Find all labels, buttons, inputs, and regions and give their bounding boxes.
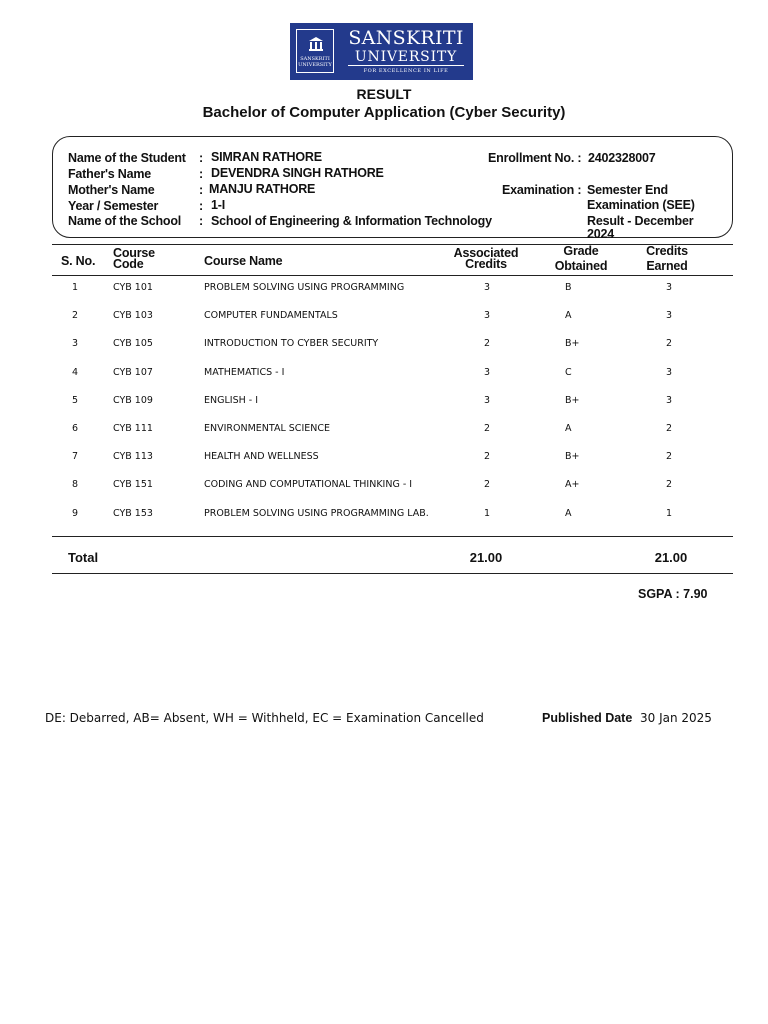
row-course-code: CYB 103: [113, 310, 153, 322]
table-row: [0, 309, 768, 325]
row-course-name: COMPUTER FUNDAMENTALS: [204, 310, 338, 322]
student-name-value: SIMRAN RATHORE: [211, 150, 322, 164]
row-course-name: ENVIRONMENTAL SCIENCE: [204, 423, 330, 434]
student-name-label: Name of the Student: [68, 151, 186, 165]
row-course-code: CYB 151: [113, 479, 153, 491]
enrollment-value: 2402328007: [588, 151, 656, 165]
table-row: [0, 281, 768, 297]
row-assoc-credits: 1: [483, 507, 491, 519]
row-sno: 5: [71, 394, 79, 406]
logo-divider: [348, 65, 464, 66]
result-session-line1: Result - December: [587, 214, 694, 228]
row-course-name: CODING AND COMPUTATIONAL THINKING - I: [204, 479, 413, 491]
result-session-line2: 2024: [587, 227, 615, 241]
row-grade: A: [565, 507, 572, 519]
col-header-assoc-1: Associated: [453, 246, 519, 260]
published-date-value: 30 Jan 2025: [640, 711, 712, 725]
row-credits-earned: 3: [665, 394, 673, 406]
col-header-earned-2: Earned: [646, 259, 688, 273]
colon: :: [199, 167, 203, 181]
row-grade: A+: [565, 479, 580, 491]
year-semester-value: 1-I: [211, 198, 225, 212]
examination-value-line2: Examination (SEE): [587, 198, 695, 212]
row-sno: 1: [71, 282, 79, 293]
total-credits: 21.00: [469, 550, 503, 565]
row-assoc-credits: 2: [483, 479, 491, 491]
father-name-value: DEVENDRA SINGH RATHORE: [211, 166, 384, 180]
row-course-code: CYB 111: [113, 423, 153, 434]
total-label: Total: [68, 550, 99, 565]
row-credits-earned: 1: [665, 507, 673, 519]
mother-name-value: MANJU RATHORE: [209, 182, 316, 196]
row-course-name: PROBLEM SOLVING USING PROGRAMMING LAB.: [204, 507, 429, 519]
table-row: [0, 450, 768, 466]
col-header-code-1: Course: [113, 246, 155, 260]
school-name-label: Name of the School: [68, 214, 182, 228]
table-header-rule: [52, 275, 733, 276]
row-assoc-credits: 2: [483, 451, 491, 463]
row-sno: 7: [71, 451, 79, 463]
published-date-label: Published Date: [542, 711, 633, 725]
row-grade: A: [565, 423, 572, 434]
row-grade: B+: [565, 338, 580, 350]
row-grade: C: [565, 366, 572, 378]
total-earned: 21.00: [654, 550, 688, 565]
table-row: [0, 366, 768, 382]
row-course-code: CYB 105: [113, 338, 153, 350]
col-header-sno: S. No.: [61, 254, 96, 268]
row-course-code: CYB 113: [113, 451, 153, 463]
total-top-rule: [52, 536, 733, 537]
colon: :: [199, 151, 203, 165]
row-grade: B+: [565, 451, 580, 463]
row-sno: 8: [71, 479, 79, 491]
col-header-code-2: Code: [113, 257, 144, 271]
colon: :: [199, 214, 203, 228]
row-credits-earned: 2: [665, 451, 673, 463]
row-credits-earned: 2: [665, 338, 673, 350]
col-header-grade-2: Obtained: [554, 259, 608, 273]
logo-name: SANSKRITI: [348, 27, 464, 49]
table-row: [0, 394, 768, 410]
examination-label: Examination :: [502, 183, 582, 197]
row-course-code: CYB 107: [113, 366, 153, 378]
university-emblem: [296, 29, 334, 73]
table-row: [0, 422, 768, 438]
logo-tagline: FOR EXCELLENCE IN LIFE: [363, 68, 449, 74]
logo-university: UNIVERSITY: [354, 49, 458, 65]
university-logo: [290, 23, 473, 80]
row-course-code: CYB 101: [113, 282, 153, 293]
row-credits-earned: 3: [665, 366, 673, 378]
school-name-value: School of Engineering & Information Technology: [211, 214, 492, 228]
row-grade: A: [565, 310, 572, 322]
row-assoc-credits: 2: [483, 338, 491, 350]
year-semester-label: Year / Semester: [68, 199, 159, 213]
row-course-name: INTRODUCTION TO CYBER SECURITY: [204, 338, 379, 350]
enrollment-label: Enrollment No. :: [488, 151, 582, 165]
row-credits-earned: 2: [665, 423, 673, 434]
row-course-name: HEALTH AND WELLNESS: [204, 451, 319, 463]
row-course-name: MATHEMATICS - I: [204, 366, 285, 378]
table-row: [0, 507, 768, 523]
row-sno: 3: [71, 338, 79, 350]
row-sno: 9: [71, 507, 79, 519]
row-course-name: PROBLEM SOLVING USING PROGRAMMING: [204, 282, 405, 293]
row-course-name: ENGLISH - I: [204, 394, 259, 406]
row-course-code: CYB 153: [113, 507, 153, 519]
row-credits-earned: 3: [665, 282, 673, 293]
row-assoc-credits: 3: [483, 366, 491, 378]
row-assoc-credits: 3: [483, 282, 491, 293]
building-icon: [308, 36, 324, 52]
col-header-assoc-2: Credits: [465, 257, 507, 271]
table-row: [0, 478, 768, 494]
mother-name-label: Mother's Name: [68, 183, 155, 197]
program-title: Bachelor of Computer Application (Cyber Security): [202, 104, 566, 121]
row-sno: 6: [71, 423, 79, 434]
row-sno: 4: [71, 366, 79, 378]
col-header-earned-1: Credits: [646, 244, 688, 258]
sgpa-value: SGPA : 7.90: [638, 587, 708, 601]
father-name-label: Father's Name: [68, 167, 152, 181]
row-grade: B: [565, 282, 572, 293]
colon: :: [199, 199, 203, 213]
page-title: RESULT: [356, 86, 412, 102]
total-bottom-rule: [52, 573, 733, 574]
examination-value-line1: Semester End: [587, 183, 668, 197]
row-course-code: CYB 109: [113, 394, 153, 406]
col-header-course-name: Course Name: [204, 254, 283, 268]
row-credits-earned: 2: [665, 479, 673, 491]
colon: :: [199, 183, 203, 197]
row-assoc-credits: 3: [483, 394, 491, 406]
col-header-grade-1: Grade: [563, 244, 599, 258]
row-assoc-credits: 2: [483, 423, 491, 434]
row-sno: 2: [71, 310, 79, 322]
table-row: [0, 337, 768, 353]
row-grade: B+: [565, 394, 580, 406]
grade-legend: DE: Debarred, AB= Absent, WH = Withheld, EC = Examination Cancelled: [45, 711, 484, 725]
emblem-text: SANSKRITI UNIVERSITY: [298, 56, 332, 68]
row-credits-earned: 3: [665, 310, 673, 322]
row-assoc-credits: 3: [483, 310, 491, 322]
